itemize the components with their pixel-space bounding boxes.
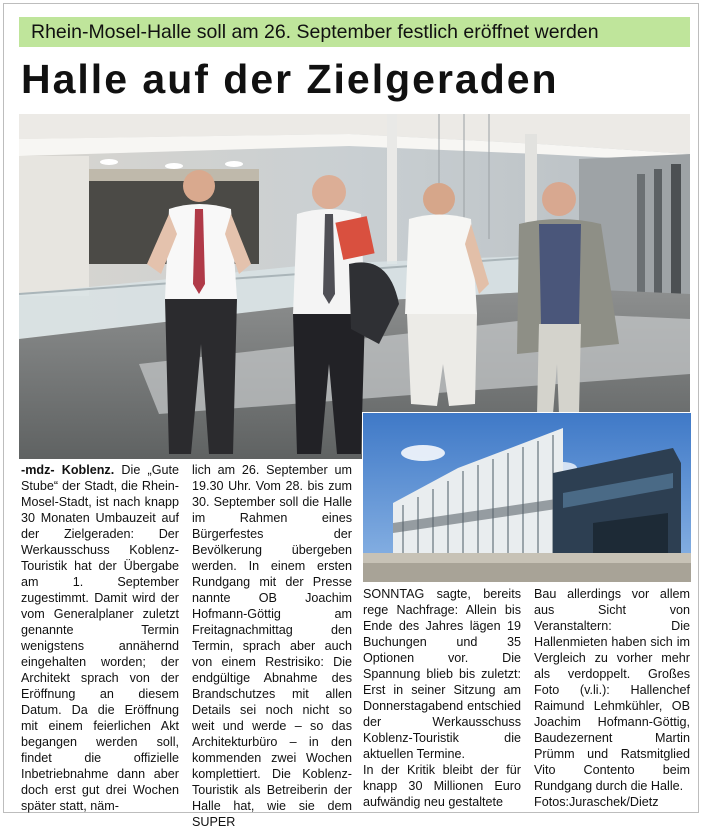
headline: Halle auf der Zielgeraden <box>21 56 559 102</box>
column-1-text: Die „Gute Stube“ der Stadt, die Rhein-Mosel-Stadt, ist nach knapp 30 Monaten Umbauzeit auf der Zielgeraden: Der Werkausschuss Koblenz-Touristik hat der Übergabe am 1. September zugestimmt. Damit wird der vom Generalplaner zuletzt genannte Termin wenigstens annähernd eingehalten worden; der Architekt sprach von der Eröffnung an diesem Datum. Da die Eröffnung mit einem feierlichen Akt begangen werden soll, findet die offizielle Inbetriebnahme dann aber doch erst gut drei Wochen später statt, näm- <box>21 463 179 813</box>
group-photo <box>19 114 690 459</box>
building-photo <box>362 412 692 583</box>
article-column-2: lich am 26. September um 19.30 Uhr. Vom 28. bis zum 30. September soll die Halle im Rahmen eines Bürgerfestes der Bevölkerung übergeben werden. In einem ersten Rundgang mit der Presse nannte OB Joachim Hofmann-Göttig am Freitagnachmittag den Termin, sprach aber auch von einem Restrisiko: Die endgültige Abnahme des Brandschutzes mit allen Details sei noch nicht so weit und werde – so das Architekturbüro – in den kommenden zwei Wochen komplettiert. Die Koblenz-Touristik als Betreiberin der Halle hat, wie sie dem SUPER <box>192 463 352 829</box>
article-column-3: SONNTAG sagte, bereits rege Nachfrage: Allein bis Ende des Jahres lägen 19 Buchungen und 35 Optionen vor. Die Spannung blieb bis zuletzt: Erst in seiner Sitzung am Donnerstagabend entschied der Werkausschuss Koblenz-Touristik die aktuellen Termine. In der Kritik bleibt der für knapp 30 Millionen Euro aufwändig neu gestaltete <box>363 587 521 809</box>
newspaper-page <box>3 3 699 829</box>
dateline: -mdz- Koblenz. <box>21 463 115 477</box>
kicker-line: Rhein-Mosel-Halle soll am 26. September festlich eröffnet werden <box>19 17 690 47</box>
article-column-4: Bau allerdings vor allem aus Sicht von Veranstaltern: Die Hallenmieten haben sich im Vergleich zu vorher mehr als verdoppelt. Großes Foto (v.li.): Hallenchef Raimund Lehmkühler, OB Joachim Hofmann-Göttig, Baudezernent Martin Prümm und Ratsmitglied Vito Contento beim Rundgang durch die Halle. Fotos:Juraschek/Dietz <box>534 587 690 809</box>
article-column-1 <box>21 462 179 814</box>
